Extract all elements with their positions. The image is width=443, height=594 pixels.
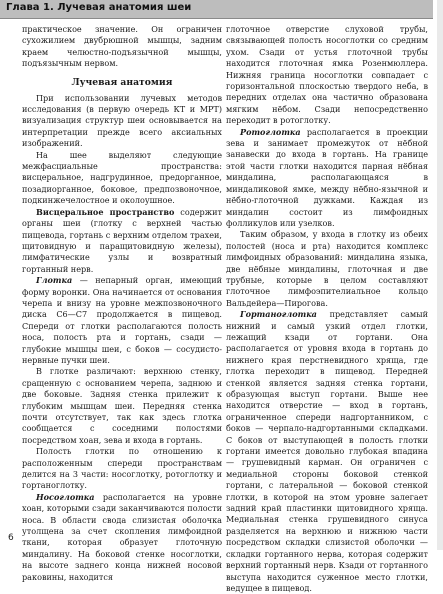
paragraph-spaces: На шее выделяют следующие межфасциальные пространства: висцеральное, надгрудинное, предорганное, позадиорганное, боковое, предпозвоночное, подкинжечелостное и околоушное.	[22, 149, 222, 206]
paragraph-oropharynx-text: располагается в проекции зева и занимает промежуток от нёбной занавески до входа в гортань. На границе этой части глотки находится парная нёбная миндалина, располагающаяся в миндаликовой ямке, между нёбно-язычной и нёбно-глоточной дужками. Каждая из миндалин состоит из лимфоидных фолликулов или узелков.	[226, 126, 428, 228]
paragraph-auditory-tube: глоточное отверстие слуховой трубы, связывающей полость носоглотки со средним ухом. Сзади от устья глоточной трубы находится глоточная ямка Розенмюллера. Нижняя граница носоглотки совпадает с горизонтальной плоскостью твердого неба, в передних отделах она частично образована мягким нёбом. Сзади непосредственно переходит в ротоглотку.	[226, 24, 428, 126]
term-pharynx: Глотка	[36, 275, 73, 286]
paragraph-nasopharynx	[22, 492, 222, 583]
page-number: 6	[8, 533, 14, 543]
term-visceral-space: Висцеральное пространство	[36, 206, 175, 217]
chapter-header-bar	[0, 0, 433, 19]
term-nasopharynx: Носоглотка	[36, 491, 95, 502]
paragraph-visceral-text: содержит органы шеи (глотку с верхней частью пищевода, гортань с верхним отделом трахеи, щитовидную и паращитовидную железы), лимфатические узлы и возвратный гортанный нерв.	[22, 206, 222, 274]
paragraph-pharynx	[22, 275, 222, 366]
left-column	[22, 24, 222, 583]
paragraph-nasopharynx-text: располагается на уровне хоан, которыми сзади заканчиваются полости носа. В области свода слизистая оболочка утолщена за счет скопления лимфоидной ткани, которая образует глоточную миндалину. На боковой стенке носоглотки, на высоте заднего конца нижней носовой раковины, находится	[22, 491, 222, 582]
paragraph-pharynx-text: — непарный орган, имеющий форму воронки. Она начинается от основания черепа и внизу на уровне межпозвоночного диска C6—C7 продолжается в пищевод. Спереди от глотки располагаются полость носа, полость рта и гортань, сзади — глубокие мышцы шеи, с боков — сосудисто-нервные пучки шеи.	[22, 275, 222, 365]
intro-paragraph: практическое значение. Он ограничен сухожилием двубрюшной мышцы, задним краем челюстно-подъязычной мышцы, подъязычным нервом.	[22, 24, 222, 69]
paragraph-visceral	[22, 207, 222, 275]
term-oropharynx: Ротоглотка	[240, 126, 301, 137]
paragraph-divisions: Полость глотки по отношению к расположенным спереди пространствам делится на 3 части: носоглотку, ротоглотку и гортаноглотку.	[22, 446, 222, 491]
paragraph-laryngopharynx	[226, 309, 428, 594]
right-column	[226, 24, 428, 594]
term-laryngopharynx: Гортаноглотка	[240, 309, 317, 320]
page-edge	[437, 0, 443, 550]
chapter-title: Глава 1. Лучевая анатомия шеи	[6, 2, 192, 13]
section-heading: Лучевая анатомия	[71, 76, 173, 88]
paragraph-oropharynx	[226, 127, 428, 230]
paragraph-laryngopharynx-text: представляет самый нижний и самый узкий отдел глотки, лежащий кзади от гортани. Она располагается от уровня входа в гортань до нижнего края перстневидного хряща, где глотка переходит в пищевод. Передней стенкой является задняя стенка гортани, образующая выступ гортани. Выше нее находится отверстие — вход в гортань, ограниченное спереди надгортанником, с боков — черпало-надгортанными складками. С боков от выступающей в полость глотки гортани имеется довольно глубокая впадина — грушевидный карман. Он ограничен с медиальной стороны боковой стенкой гортани, с латеральной — боковой стенкой глотки, в которой на этом уровне залегает задний край пластинки щитовидного хряща. Медиальная стенка грушевидного синуса разделяется на верхнюю и нижнюю части посредством складки слизистой оболочки — складки гортанного нерва, которая содержит верхний гортанный нерв. Кзади от гортанного выступа находится суженное место глотки, ведущее в пищевод.	[226, 309, 428, 593]
paragraph-imaging: При использовании лучевых методов исследования (в первую очередь КТ и МРТ) визуализация структур шеи основывается на интерпретации прежде всего аксиальных изображений.	[22, 92, 222, 149]
paragraph-walls: В глотке различают: верхнюю стенку, сращенную с основанием черепа, заднюю и две боковые. Задняя стенка прилежит к глубоким мышцам шеи. Передняя стенка почти отсутствует, так как здесь глотка сообщается с соседними полостями посредством хоан, зева и входа в гортань.	[22, 366, 222, 445]
paragraph-lymphoid-ring: Таким образом, у входа в глотку из обеих полостей (носа и рта) находится комплекс лимфоидных образований: миндалина языка, две нёбные миндалины, глоточная и две трубные, которые в целом составляют глоточное лимфоэпителиальное кольцо Вальдейера—Пирогова.	[226, 229, 428, 308]
